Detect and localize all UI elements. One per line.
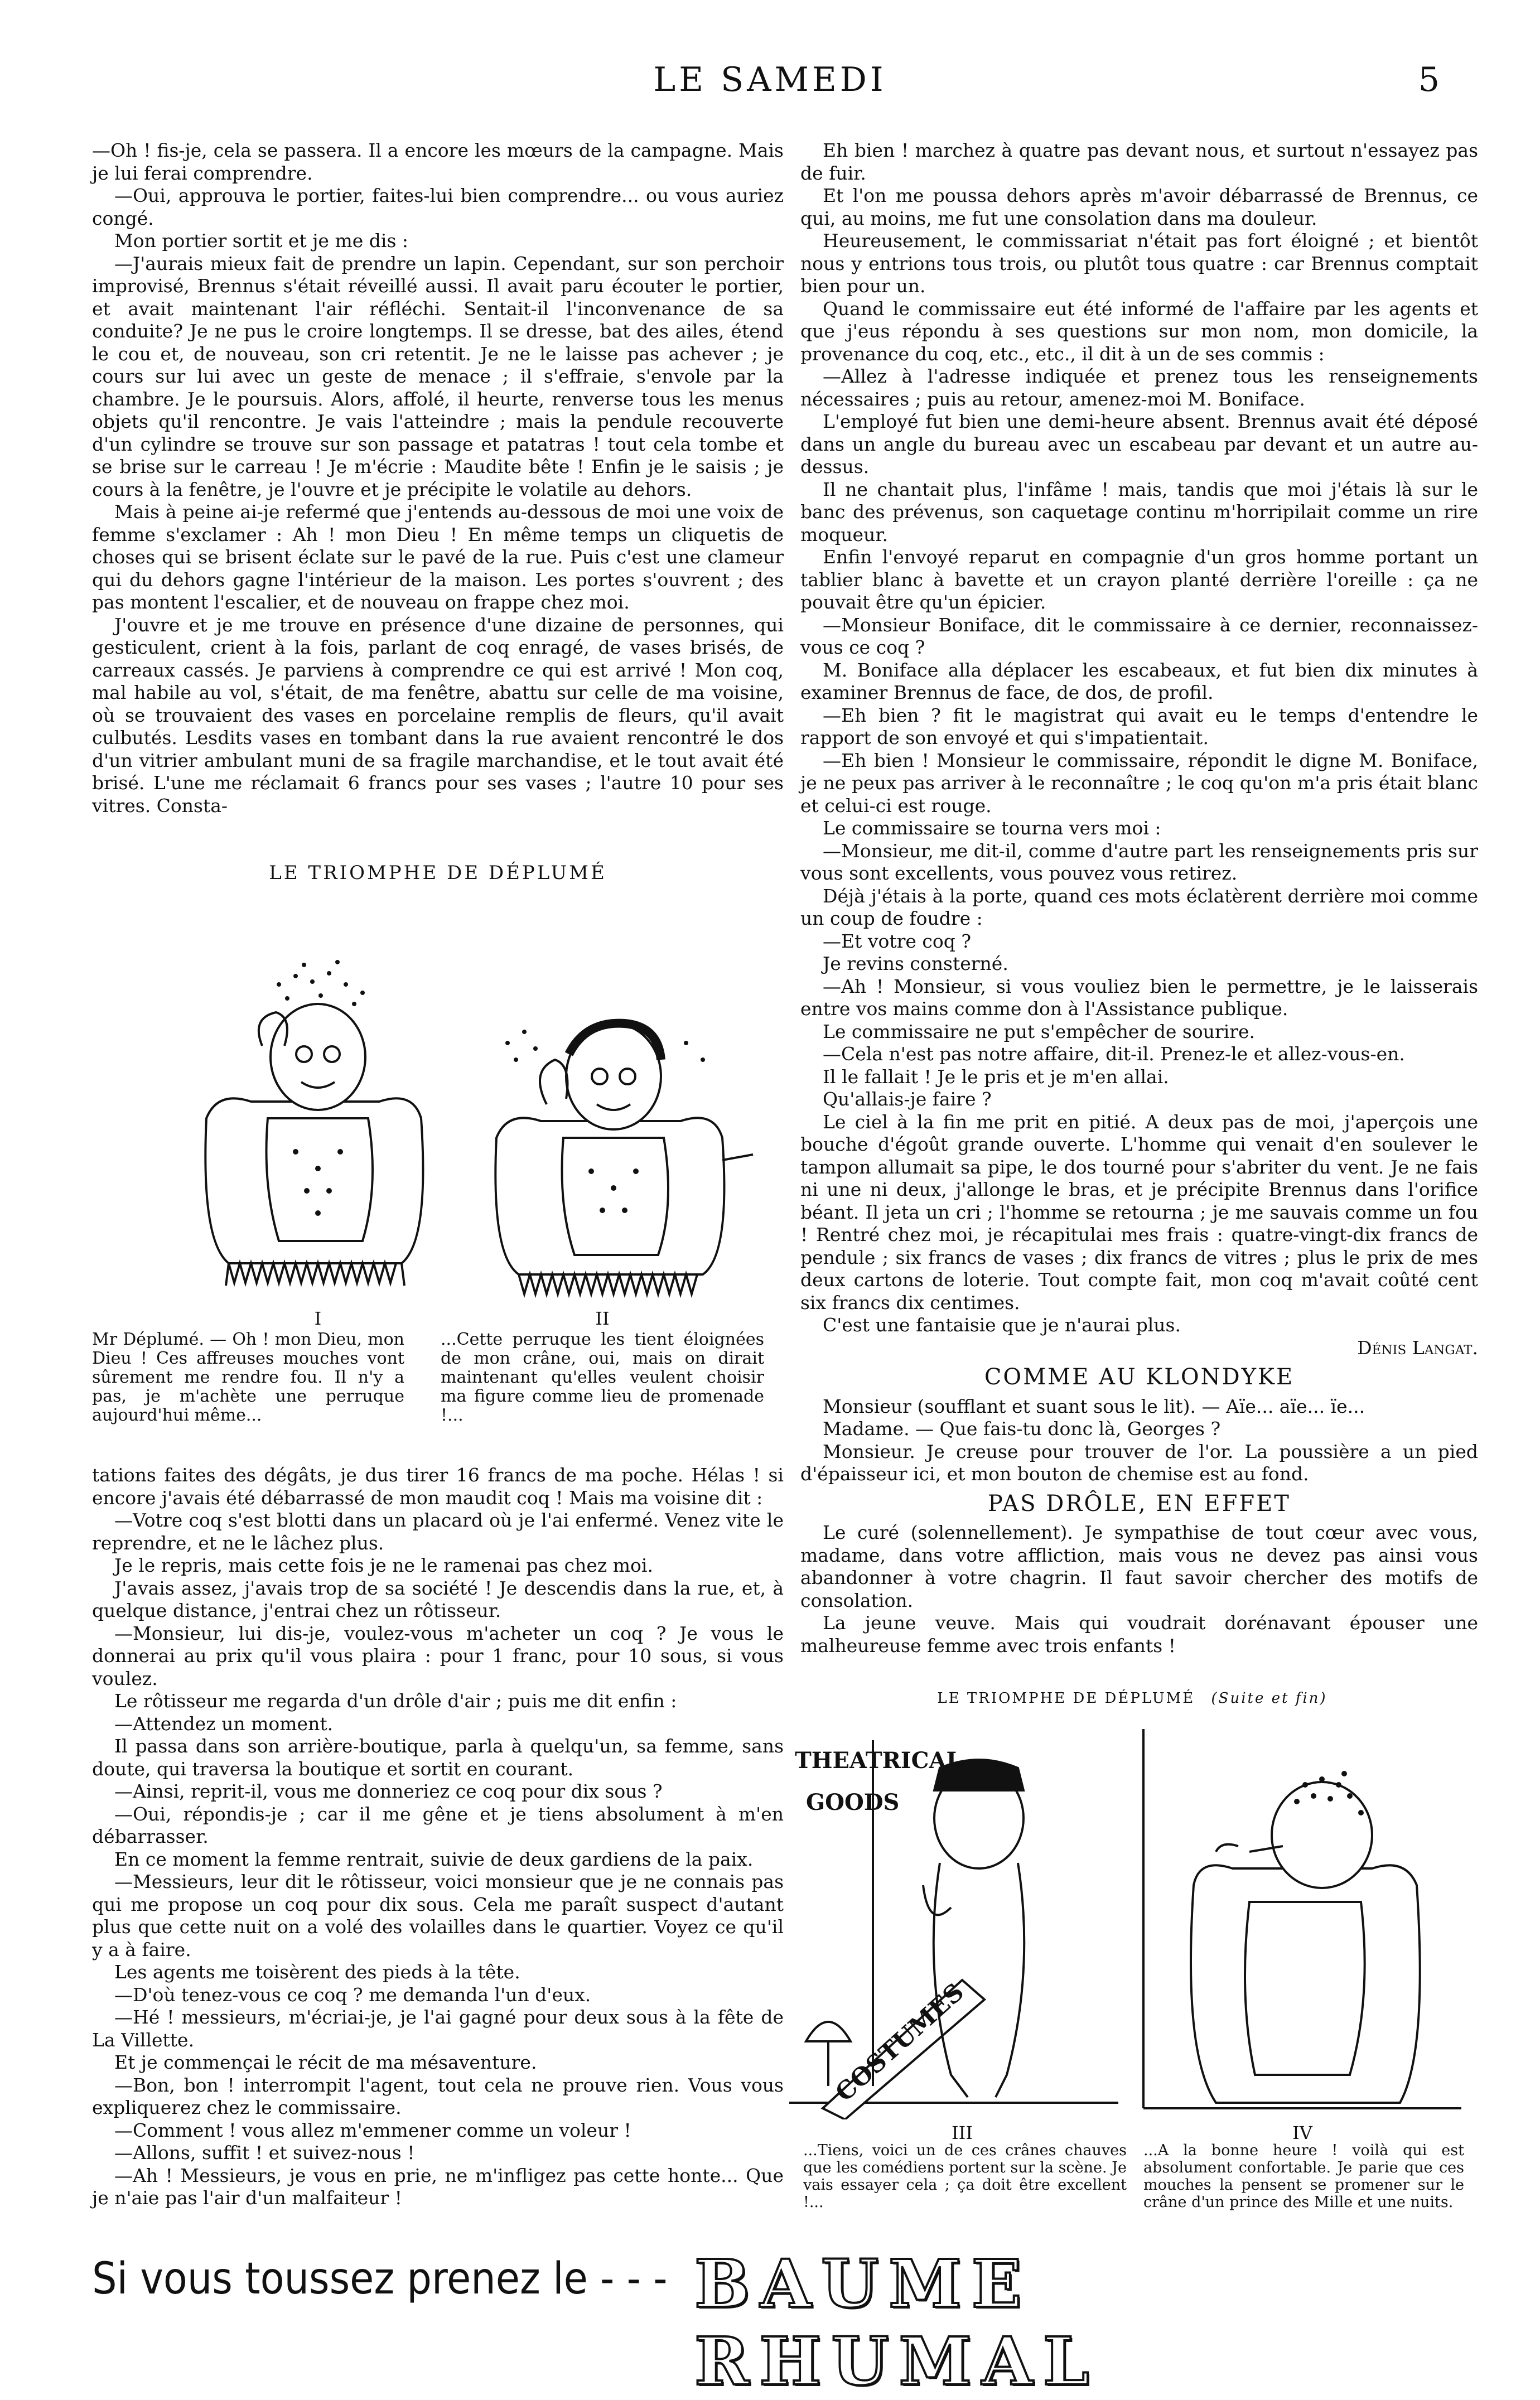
paragraph: —J'aurais mieux fait de prendre un lapin. Cependant, sur son perchoir improvisé, Brennus s'était réveillé aussi. Il avait paru écouter le portier, et avait maintenant l'air réfléchi. Sentait-il l'inconvenance de sa conduite? Je ne pus le croire longtemps. Il se dresse, bat des ailes, étend le cou et, de nouveau, son cri retentit. Je ne le laisse pas achever ; je cours sur lui avec un geste de menace ; il s'effraie, s'envole par la chambre. Je le poursuis. Alors, affolé, il heurte, renverse tous les menus objets qu'il rencontre. Je vais l'atteindre ; mais la pendule recouverte d'un cylindre se trouve sur son passage et patatras ! tout cela tombe et se brise sur le carreau ! Je m'écrie : Maudite bête ! Enfin je le saisis ; je cours à la fenêtre, je l'ouvre et je précipite le volatile au dehors.: [92, 252, 784, 500]
paragraph: —Eh bien ! Monsieur le commissaire, répondit le digne M. Boniface, je ne peux pas arriver à le reconnaître ; le coq qu'on m'a pris était blanc et celui-ci est rouge.: [800, 749, 1478, 817]
paragraph: Il le fallait ! Je le pris et je m'en allai.: [823, 1065, 1169, 1088]
paragraph: Il ne chantait plus, l'infâme ! mais, tandis que moi j'étais là sur le banc des prévenus, son caquetage continu m'horripilait comme un rire moqueur.: [800, 478, 1478, 545]
paragraph: Enfin l'envoyé reparut en compagnie d'un gros homme portant un tablier blanc à bavette et un crayon planté derrière l'oreille : ça ne pouvait être qu'un épicier.: [800, 546, 1478, 613]
panel-1-caption: Mr Déplumé. — Oh ! mon Dieu, mon Dieu ! Ces affreuses mouches vont sûrement me rendre fou. Il n'y a pas, je m'achète une perruque aujourd'hui même...: [92, 1330, 404, 1425]
paragraph: —Hé ! messieurs, m'écriai-je, je l'ai gagné pour deux sous à la fête de La Villette.: [92, 2006, 784, 2051]
klondyke-title: COMME AU KLONDYKE: [984, 1364, 1295, 1390]
paragraph: Le commissaire ne put s'empêcher de sourire.: [823, 1020, 1256, 1042]
paragraph: Déjà j'étais à la porte, quand ces mots éclatèrent derrière moi comme un coup de foudre :: [800, 885, 1478, 929]
paragraph: —Monsieur, me dit-il, comme d'autre part les renseignements pris sur vous sont excellents, vous pouvez vous retirez.: [800, 839, 1478, 884]
paragraph: J'avais assez, j'avais trop de sa société ! Je descendis dans la rue, et, à quelque distance, j'entrai chez un rôtisseur.: [92, 1577, 784, 1621]
paragraph: Le ciel à la fin me prit en pitié. A deux pas de moi, j'aperçois une bouche d'égoût grande ouverte. L'homme qui venait d'en soulever le tampon allumait sa pipe, le dos tourné pour s'abriter du vent. Je ne fais ni une ni deux, j'allonge le bras, et je précipite Brennus dans l'orifice béant. Il jeta un cri ; l'homme se retourna ; je me sauvais comme un fou ! Rentré chez moi, je récapitulai mes frais : quatre-vingt-dix francs de pendule ; six francs de vases ; dix francs de vitres ; plus le prix de mes deux cartons de loterie. Tout compte fait, mon coq m'avait coûté cent six francs dix centimes.: [800, 1110, 1478, 1314]
costumes-sign-text: COSTUMES: [830, 1978, 970, 2108]
paragraph: Et l'on me poussa dehors après m'avoir débarrassé de Brennus, ce qui, au moins, me fut une consolation dans ma douleur.: [800, 185, 1478, 229]
theatrical-sign-text: THEATRICAL: [795, 1747, 962, 1774]
paragraph: Qu'allais-je faire ?: [823, 1088, 992, 1110]
goods-sign-text: GOODS: [806, 1789, 900, 1815]
paragraph: —Bon, bon ! interrompit l'agent, tout cela ne prouve rien. Vous vous expliquerez chez le commissaire.: [92, 2074, 784, 2118]
panel-4-number: IV: [1292, 2122, 1312, 2143]
paragraph: —Oui, approuva le portier, faites-lui bien comprendre... ou vous auriez congé.: [92, 185, 784, 229]
paragraph: —Eh bien ? fit le magistrat qui avait eu le temps d'entendre le rapport de son envoyé et qui s'impatientait.: [800, 704, 1478, 749]
paragraph: Mon portier sortit et je me dis :: [114, 230, 408, 252]
panel-4-caption: ...A la bonne heure ! voilà qui est absolument confortable. Je parie que ces mouches la pensent se promener sur le crâne d'un prince des Mille et une nuits.: [1143, 2142, 1464, 2211]
ad-tagline: Si vous toussez prenez le - - -: [92, 2254, 668, 2304]
panel-1-number: I: [314, 1308, 322, 1329]
paragraph: —Ainsi, reprit-il, vous me donneriez ce coq pour dix sous ?: [114, 1780, 663, 1802]
panel-2-caption: ...Cette perruque les tient éloignées de mon crâne, oui, mais on dirait maintenant qu'elles veulent choisir ma figure comme lieu de promenade !...: [441, 1330, 764, 1425]
dialogue-line: Monsieur (soufflant et suant sous le lit). — Aïe... aïe... ïe...: [823, 1395, 1365, 1417]
paragraph: L'employé fut bien une demi-heure absent. Brennus avait été déposé dans un angle du bureau avec un escabeau par devant et un autre au-dessus.: [800, 411, 1478, 477]
paragraph: Le rôtisseur me regarda d'un drôle d'air ; puis me dit enfin :: [114, 1690, 677, 1712]
paragraph: —Allez à l'adresse indiquée et prenez tous les renseignements nécessaires ; puis au retour, amenez-moi M. Boniface.: [800, 365, 1478, 410]
paragraph: —Monsieur, lui dis-je, voulez-vous m'acheter un coq ? Je vous le donnerai au prix qu'il vous plaira : pour 1 franc, pour 10 sous, si vous voulez.: [92, 1622, 784, 1689]
paragraph: Et je commençai le récit de ma mésaventure.: [114, 2051, 537, 2073]
paragraph: —Ah ! Messieurs, je vous en prie, ne m'infligez pas cette honte... Que je n'aie pas l'air d'un malfaiteur !: [92, 2164, 784, 2209]
panel-2-number: II: [595, 1308, 610, 1329]
paragraph: —Attendez un moment.: [114, 1712, 334, 1735]
paragraph: —Monsieur Boniface, dit le commissaire à ce dernier, reconnaissez-vous ce coq ?: [800, 614, 1478, 658]
advertisement-banner: [92, 2245, 1464, 2400]
column-1-bottom: [92, 1464, 784, 2210]
cartoon-panel-1-illustration: [167, 951, 457, 1291]
cartoon-2-header: [803, 1690, 1461, 1707]
paragraph: Il passa dans son arrière-boutique, parla à quelqu'un, sa femme, sans doute, qui traversa la boutique et sortit en courant.: [92, 1735, 784, 1780]
cartoon-2-subtitle: (Suite et fin): [1211, 1690, 1327, 1707]
page-number: 5: [1418, 60, 1440, 99]
paragraph: —Allons, suffit ! et suivez-nous !: [114, 2142, 415, 2164]
paragraph: tations faites des dégâts, je dus tirer 16 francs de ma poche. Hélas ! si encore j'avais été débarrassé de mon maudit coq ! Mais ma voisine dit :: [92, 1464, 784, 1509]
paragraph: Quand le commissaire eut été informé de l'affaire par les agents et que j'eus répondu à ses questions sur mon nom, mon domicile, la provenance du coq, etc., etc., il dit à un de ses commis :: [800, 297, 1478, 365]
paragraph: —Oui, répondis-je ; car il me gêne et je tiens absolument à m'en débarrasser.: [92, 1803, 784, 1847]
paragraph: Je revins consterné.: [823, 953, 1008, 974]
column-2-top: [784, 139, 1478, 1657]
ad-brand-name: BAUME RHUMAL: [694, 2245, 1099, 2400]
paragraph: —D'où tenez-vous ce coq ? me demanda l'un d'eux.: [114, 1983, 591, 2006]
paragraph: —Votre coq s'est blotti dans un placard où je l'ai enfermé. Venez vite le reprendre, et ne le lâchez plus.: [92, 1509, 784, 1554]
paragraph: J'ouvre et je me trouve en présence d'une dizaine de personnes, qui gesticulent, crient à la fois, parlant de coq enragé, de vases brisés, de carreaux cassés. Je parviens à comprendre ce qui est arrivé ! Mon coq, mal habile au vol, s'était, de ma fenêtre, abattu sur celle de ma voisine, où se trouvaient des vases en porcelaine remplis de fleurs, qu'il avait culbutés. Lesdits vases en tombant dans la rue avaient rencontré le dos d'un vitrier ambulant muni de sa fragile marchandise, et le tout avait été brisé. L'une me réclamait 6 francs pour ses vases ; l'autre 10 pour ses vitres. Consta-: [92, 614, 784, 817]
author-signature: Dénis Langat.: [1357, 1336, 1478, 1359]
cartoon-panel-3-illustration: [784, 1718, 1129, 2119]
paragraph: —Et votre coq ?: [823, 930, 972, 952]
page-header-title: LE SAMEDI: [653, 60, 887, 99]
paragraph: C'est une fantaisie que je n'aurai plus.: [823, 1314, 1181, 1336]
paragraph: —Messieurs, leur dit le rôtisseur, voici monsieur que je ne connais pas qui me propose un coq pour dix sous. Cela me paraît suspect d'autant plus que cette nuit on a volé des volailles dans le quartier. Voyez ce qu'il y a à faire.: [92, 1871, 784, 1960]
paragraph: —Cela n'est pas notre affaire, dit-il. Prenez-le et allez-vous-en.: [823, 1043, 1405, 1065]
paragraph: M. Boniface alla déplacer les escabeaux, et fut bien dix minutes à examiner Brennus de face, de dos, de profil.: [800, 659, 1478, 703]
paragraph: En ce moment la femme rentrait, suivie de deux gardiens de la paix.: [114, 1848, 754, 1870]
column-1-top: [92, 139, 784, 817]
paragraph: Je le repris, mais cette fois je ne le ramenai pas chez moi.: [114, 1554, 653, 1576]
cartoon-panel-2-illustration: [463, 993, 775, 1302]
dialogue-line: Le curé (solennellement). Je sympathise de tout cœur avec vous, madame, dans votre affliction, mais vous ne devez pas ainsi vous abandonner à votre chagrin. Il faut savoir chercher des motifs de consolation.: [800, 1522, 1478, 1611]
paragraph: Heureusement, le commissariat n'était pas fort éloigné ; et bientôt nous y entrions tous trois, ou plutôt tous quatre : car Brennus comptait bien pour un.: [800, 230, 1478, 297]
paragraph: Eh bien ! marchez à quatre pas devant nous, et surtout n'essayez pas de fuir.: [800, 139, 1478, 184]
panel-3-number: III: [952, 2122, 973, 2143]
cartoon-panel-4-illustration: [1138, 1718, 1467, 2119]
cartoon-2-title: LE TRIOMPHE DE DÉPLUMÉ: [937, 1690, 1195, 1707]
dialogue-line: La jeune veuve. Mais qui voudrait dorénavant épouser une malheureuse femme avec trois enfants !: [800, 1612, 1478, 1657]
paragraph: —Ah ! Monsieur, si vous vouliez bien le permettre, je le laisserais entre vos mains comme don à l'Assistance publique.: [800, 975, 1478, 1020]
panel-3-caption: ...Tiens, voici un de ces crânes chauves que les comédiens portent sur la scène. Je vais essayer cela ; ça doit être excellent !...: [803, 2142, 1127, 2211]
paragraph: —Comment ! vous allez m'emmener comme un voleur !: [114, 2119, 631, 2141]
paragraph: Mais à peine ai-je refermé que j'entends au-dessous de moi une voix de femme s'exclamer : Ah ! mon Dieu ! En même temps un cliquetis de choses qui se brisent éclate sur le pavé de la rue. Puis c'est une clameur qui du dehors gagne l'intérieur de la maison. Les portes s'ouvrent ; des pas montent l'escalier, et de nouveau on frappe chez moi.: [92, 501, 784, 613]
dialogue-line: Madame. — Que fais-tu donc là, Georges ?: [823, 1418, 1221, 1440]
paragraph: Le commissaire se tourna vers moi :: [823, 817, 1161, 839]
dialogue-line: Monsieur. Je creuse pour trouver de l'or. La poussière a un pied d'épaisseur ici, et mon bouton de chemise est au fond.: [800, 1440, 1478, 1485]
paragraph: —Oh ! fis-je, cela se passera. Il a encore les mœurs de la campagne. Mais je lui ferai comprendre.: [92, 139, 784, 184]
paragraph: Les agents me toisèrent des pieds à la tête.: [114, 1961, 520, 1983]
cartoon-title: LE TRIOMPHE DE DÉPLUMÉ: [269, 862, 607, 884]
pas-drole-title: PAS DRÔLE, EN EFFET: [988, 1490, 1291, 1517]
